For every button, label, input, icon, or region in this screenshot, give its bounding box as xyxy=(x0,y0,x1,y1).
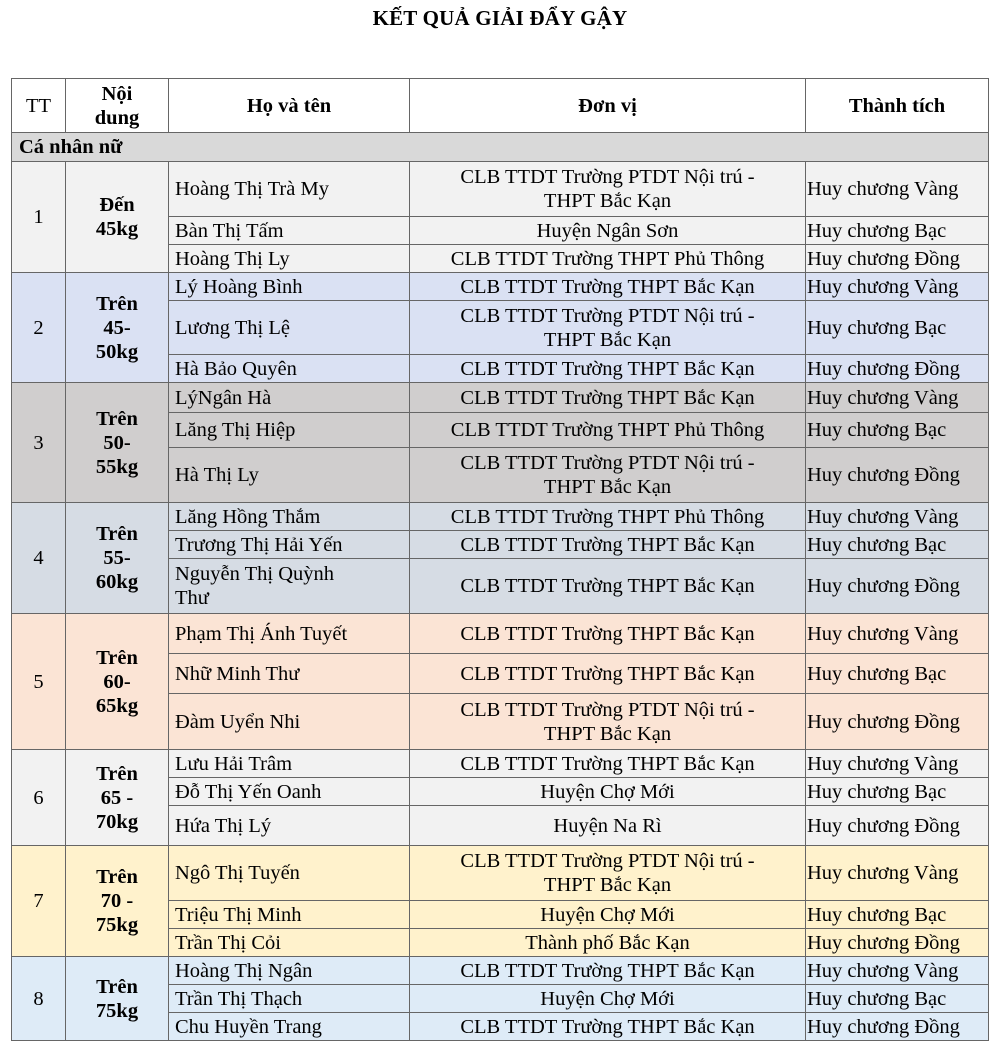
unit-line: CLB TTDT Trường THPT Bắc Kạn xyxy=(460,622,755,645)
athlete-name xyxy=(169,217,410,245)
athlete-name xyxy=(169,383,410,413)
weight-category xyxy=(66,846,169,957)
group-number: 2 xyxy=(12,273,66,383)
weight-category-line: 45- xyxy=(103,316,131,339)
athlete-name xyxy=(169,559,410,614)
athlete-name xyxy=(169,273,410,301)
weight-category-line: Trên xyxy=(96,762,138,785)
unit-line: CLB TTDT Trường THPT Bắc Kạn xyxy=(460,386,755,409)
table-row xyxy=(12,383,989,413)
weight-category-line: 50- xyxy=(103,431,131,454)
athlete-name-line: Phạm Thị Ánh Tuyết xyxy=(175,622,348,645)
group-number: 1 xyxy=(12,162,66,273)
unit-line: Huyện Chợ Mới xyxy=(540,903,675,926)
unit-line: CLB TTDT Trường PTDT Nội trú - xyxy=(460,850,755,872)
athlete-name xyxy=(169,162,410,217)
weight-category-line: Trên xyxy=(96,407,138,430)
weight-category xyxy=(66,614,169,750)
athlete-name xyxy=(169,245,410,273)
unit-cell xyxy=(410,901,806,929)
header-achievement: Thành tích xyxy=(806,79,989,133)
header-content-line: Nội xyxy=(101,82,133,105)
unit-line: Thành phố Bắc Kạn xyxy=(525,931,690,954)
athlete-name-line: Trần Thị Cỏi xyxy=(175,931,281,954)
unit-cell xyxy=(410,217,806,245)
athlete-name-line: Thư xyxy=(175,587,209,609)
achievement-cell: Huy chương Bạc xyxy=(806,217,989,245)
achievement-cell: Huy chương Bạc xyxy=(806,531,989,559)
group-number: 3 xyxy=(12,383,66,503)
athlete-name-line: Lăng Hồng Thắm xyxy=(175,505,321,528)
table-row xyxy=(12,846,989,901)
unit-line: CLB TTDT Trường PTDT Nội trú - xyxy=(460,698,755,721)
athlete-name-line: Hoàng Thị Trà My xyxy=(175,178,329,200)
achievement-cell: Huy chương Vàng xyxy=(806,957,989,985)
athlete-name-line: Trương Thị Hải Yến xyxy=(175,533,343,556)
weight-category-line: 45kg xyxy=(95,218,139,240)
group-number: 5 xyxy=(12,614,66,750)
athlete-name xyxy=(169,694,410,750)
unit-line: CLB TTDT Trường THPT Bắc Kạn xyxy=(460,357,755,380)
achievement-cell: Huy chương Vàng xyxy=(806,750,989,778)
header-unit: Đơn vị xyxy=(410,79,806,133)
unit-line: CLB TTDT Trường PTDT Nội trú - xyxy=(460,166,755,188)
unit-line: Huyện Na Rì xyxy=(553,814,662,837)
achievement-cell: Huy chương Bạc xyxy=(806,778,989,806)
unit-cell xyxy=(410,413,806,448)
weight-category xyxy=(66,383,169,503)
athlete-name xyxy=(169,301,410,355)
unit-cell xyxy=(410,778,806,806)
unit-cell xyxy=(410,162,806,217)
unit-cell xyxy=(410,846,806,901)
unit-line: CLB TTDT Trường PTDT Nội trú - xyxy=(460,304,755,327)
achievement-cell: Huy chương Đồng xyxy=(806,806,989,846)
athlete-name-line: Ngô Thị Tuyến xyxy=(175,862,300,884)
athlete-name xyxy=(169,503,410,531)
athlete-name xyxy=(169,985,410,1013)
weight-category-line: 50kg xyxy=(95,340,139,363)
athlete-name-line: Hà Bảo Quyên xyxy=(175,357,297,380)
athlete-name-line: Nguyễn Thị Quỳnh xyxy=(175,563,335,585)
athlete-name xyxy=(169,901,410,929)
athlete-name xyxy=(169,806,410,846)
header-content-line: dung xyxy=(94,106,140,129)
unit-cell xyxy=(410,383,806,413)
weight-category-line: Trên xyxy=(96,866,138,888)
unit-line: THPT Bắc Kạn xyxy=(543,874,672,896)
athlete-name-line: Hoàng Thị Ngân xyxy=(175,959,313,982)
unit-cell xyxy=(410,806,806,846)
achievement-cell: Huy chương Bạc xyxy=(806,654,989,694)
athlete-name-line: LýNgân Hà xyxy=(175,386,272,409)
unit-cell xyxy=(410,559,806,614)
weight-category-line: 75kg xyxy=(95,914,139,936)
section-label: Cá nhân nữ xyxy=(12,133,989,162)
unit-cell xyxy=(410,448,806,503)
unit-line: CLB TTDT Trường THPT Bắc Kạn xyxy=(460,662,755,685)
unit-cell xyxy=(410,985,806,1013)
achievement-cell: Huy chương Vàng xyxy=(806,503,989,531)
unit-line: CLB TTDT Trường THPT Bắc Kạn xyxy=(460,575,755,597)
achievement-cell: Huy chương Vàng xyxy=(806,383,989,413)
weight-category xyxy=(66,957,169,1041)
unit-cell xyxy=(410,245,806,273)
unit-line: CLB TTDT Trường THPT Bắc Kạn xyxy=(460,959,755,982)
results-body xyxy=(12,133,989,1041)
group-number: 7 xyxy=(12,846,66,957)
weight-category-line: 60- xyxy=(103,670,131,693)
unit-line: THPT Bắc Kạn xyxy=(543,722,672,745)
athlete-name xyxy=(169,778,410,806)
unit-line: CLB TTDT Trường THPT Phủ Thông xyxy=(450,419,765,441)
unit-cell xyxy=(410,654,806,694)
achievement-cell: Huy chương Vàng xyxy=(806,614,989,654)
athlete-name xyxy=(169,531,410,559)
athlete-name xyxy=(169,413,410,448)
weight-category-line: 75kg xyxy=(95,999,139,1022)
header-content xyxy=(66,79,169,133)
weight-category xyxy=(66,750,169,846)
table-row xyxy=(12,162,989,217)
athlete-name-line: Lương Thị Lệ xyxy=(175,316,290,339)
unit-cell xyxy=(410,301,806,355)
unit-cell xyxy=(410,531,806,559)
athlete-name xyxy=(169,654,410,694)
unit-line: Huyện Chợ Mới xyxy=(540,780,675,803)
unit-cell xyxy=(410,957,806,985)
achievement-cell: Huy chương Vàng xyxy=(806,162,989,217)
table-row xyxy=(12,750,989,778)
weight-category-line: 55kg xyxy=(95,455,139,478)
table-row xyxy=(12,614,989,654)
athlete-name xyxy=(169,957,410,985)
achievement-cell: Huy chương Đồng xyxy=(806,448,989,503)
group-number: 4 xyxy=(12,503,66,614)
unit-line: CLB TTDT Trường PTDT Nội trú - xyxy=(460,452,755,474)
weight-category xyxy=(66,273,169,383)
header-name: Họ và tên xyxy=(169,79,410,133)
achievement-cell: Huy chương Đồng xyxy=(806,559,989,614)
athlete-name-line: Triệu Thị Minh xyxy=(175,903,302,926)
achievement-cell: Huy chương Đồng xyxy=(806,245,989,273)
athlete-name-line: Hứa Thị Lý xyxy=(175,814,272,837)
athlete-name-line: Lý Hoàng Bình xyxy=(175,275,303,298)
group-number: 8 xyxy=(12,957,66,1041)
weight-category-line: 65kg xyxy=(95,694,139,717)
achievement-cell: Huy chương Vàng xyxy=(806,846,989,901)
athlete-name-line: Chu Huyền Trang xyxy=(175,1015,322,1038)
athlete-name-line: Lăng Thị Hiệp xyxy=(175,419,296,441)
weight-category-line: Trên xyxy=(96,646,138,669)
header-tt: TT xyxy=(12,79,66,133)
unit-cell xyxy=(410,694,806,750)
achievement-cell: Huy chương Bạc xyxy=(806,985,989,1013)
athlete-name xyxy=(169,448,410,503)
unit-line: THPT Bắc Kạn xyxy=(543,328,672,351)
header-row xyxy=(12,79,989,133)
unit-line: CLB TTDT Trường THPT Bắc Kạn xyxy=(460,533,755,556)
weight-category-line: Trên xyxy=(96,523,138,545)
achievement-cell: Huy chương Bạc xyxy=(806,413,989,448)
athlete-name-line: Nhữ Minh Thư xyxy=(175,662,300,685)
unit-line: CLB TTDT Trường THPT Bắc Kạn xyxy=(460,752,755,775)
table-row xyxy=(12,957,989,985)
group-number: 6 xyxy=(12,750,66,846)
unit-cell xyxy=(410,503,806,531)
achievement-cell: Huy chương Đồng xyxy=(806,1013,989,1041)
athlete-name-line: Đỗ Thị Yến Oanh xyxy=(175,780,322,803)
achievement-cell: Huy chương Bạc xyxy=(806,301,989,355)
athlete-name xyxy=(169,1013,410,1041)
table-row xyxy=(12,503,989,531)
athlete-name-line: Lưu Hải Trâm xyxy=(175,752,293,775)
athlete-name xyxy=(169,929,410,957)
unit-cell xyxy=(410,929,806,957)
unit-cell xyxy=(410,614,806,654)
achievement-cell: Huy chương Bạc xyxy=(806,901,989,929)
athlete-name xyxy=(169,614,410,654)
unit-line: Huyện Ngân Sơn xyxy=(536,219,679,242)
athlete-name-line: Hoàng Thị Ly xyxy=(175,247,290,270)
unit-line: THPT Bắc Kạn xyxy=(543,190,672,212)
weight-category-line: 70kg xyxy=(95,810,139,833)
achievement-cell: Huy chương Đồng xyxy=(806,694,989,750)
unit-cell xyxy=(410,273,806,301)
unit-line: Huyện Chợ Mới xyxy=(540,987,675,1010)
athlete-name-line: Hà Thị Ly xyxy=(175,464,259,486)
athlete-name xyxy=(169,355,410,383)
unit-line: CLB TTDT Trường THPT Phủ Thông xyxy=(450,505,765,528)
unit-cell xyxy=(410,355,806,383)
weight-category-line: 65 - xyxy=(100,786,134,809)
weight-category xyxy=(66,162,169,273)
weight-category-line: Trên xyxy=(96,292,138,315)
athlete-name xyxy=(169,750,410,778)
athlete-name xyxy=(169,846,410,901)
page-title: KẾT QUẢ GIẢI ĐẨY GẬY xyxy=(372,6,628,30)
weight-category-line: 70 - xyxy=(100,890,134,912)
achievement-cell: Huy chương Vàng xyxy=(806,273,989,301)
results-table xyxy=(11,78,989,1041)
athlete-name-line: Trần Thị Thạch xyxy=(175,987,303,1010)
unit-line: THPT Bắc Kạn xyxy=(543,476,672,498)
table-row xyxy=(12,273,989,301)
section-row xyxy=(12,133,989,162)
achievement-cell: Huy chương Đồng xyxy=(806,355,989,383)
unit-line: CLB TTDT Trường THPT Phủ Thông xyxy=(450,247,765,270)
weight-category xyxy=(66,503,169,614)
unit-cell xyxy=(410,750,806,778)
athlete-name-line: Đàm Uyển Nhi xyxy=(175,710,301,733)
weight-category-line: 55- xyxy=(103,547,131,569)
unit-line: CLB TTDT Trường THPT Bắc Kạn xyxy=(460,275,755,298)
unit-cell xyxy=(410,1013,806,1041)
weight-category-line: Trên xyxy=(96,975,138,998)
athlete-name-line: Bàn Thị Tấm xyxy=(175,219,284,242)
weight-category-line: Đến xyxy=(99,194,135,216)
weight-category-line: 60kg xyxy=(95,571,139,593)
achievement-cell: Huy chương Đồng xyxy=(806,929,989,957)
unit-line: CLB TTDT Trường THPT Bắc Kạn xyxy=(460,1015,755,1038)
